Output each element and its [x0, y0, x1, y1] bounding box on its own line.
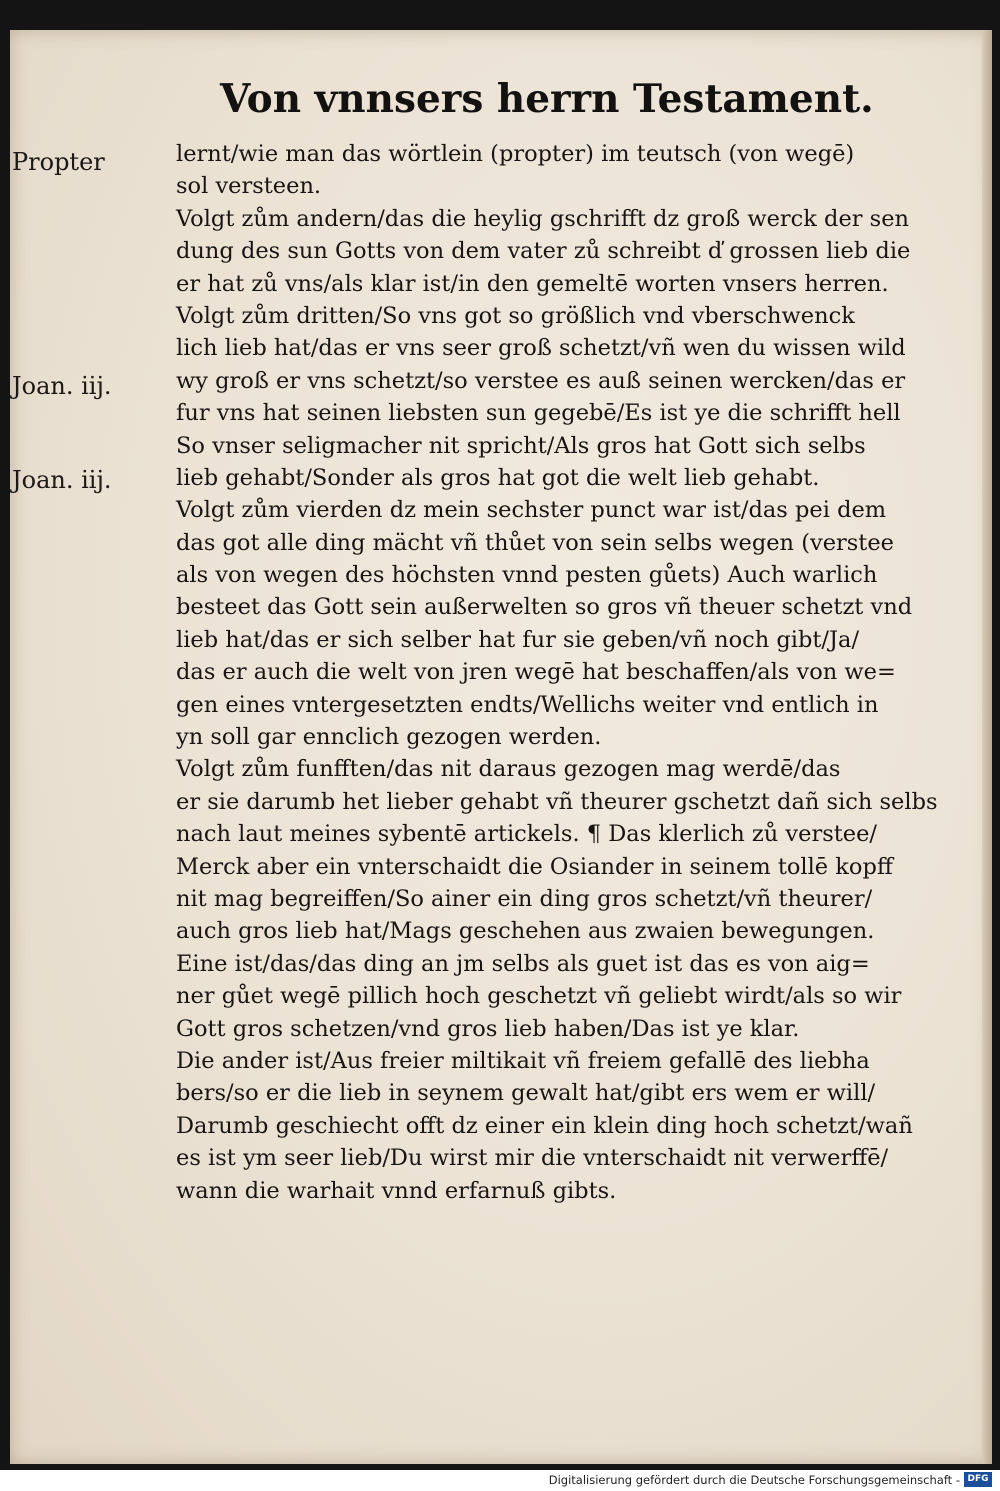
body-text [176, 138, 976, 1207]
page-edge [982, 30, 992, 1464]
text-line: fur vns hat seinen liebsten sun gegebē/Es ist ye die schrifft hell [176, 400, 901, 427]
text-line: dung des sun Gotts von dem vater zů schreibt ď grossen lieb die [176, 238, 911, 265]
text-line: er sie darumb het lieber gehabt vñ theurer gschetzt dañ sich selbs [176, 788, 938, 815]
text-line: lieb hat/das er sich selber hat fur sie geben/vñ noch gibt/Ja/ [176, 626, 860, 653]
text-line: wann die warhait vnnd erfarnuß gibts. [176, 1177, 617, 1204]
text-line: Volgt zům andern/das die heylig gschrifft dz groß werck der sen [176, 205, 910, 232]
margin-note-propter: Propter [12, 148, 105, 176]
text-line: als von wegen des höchsten vnnd pesten gůets) Auch warlich [176, 562, 878, 589]
running-head: Von vnnsers herrn Testament. [220, 76, 874, 122]
text-line: er hat zů vns/als klar ist/in den gemeltē worten vnsers herren. [176, 270, 889, 297]
text-line: lernt/wie man das wörtlein (propter) im teutsch (von wegē) [176, 141, 855, 167]
text-line: Volgt zům dritten/So vns got so größlich vnd vberschwenck [176, 302, 855, 329]
dfg-logo: DFG [964, 1472, 992, 1487]
text-line: So vnser seligmacher nit spricht/Als gros hat Gott sich selbs [176, 432, 866, 459]
text-line: Eine ist/das/das ding an jm selbs als guet ist das es von aig= [176, 950, 870, 977]
text-line: lieb gehabt/Sonder als gros hat got die welt lieb gehabt. [176, 464, 820, 491]
margin-note-joan-1: Joan. iij. [12, 372, 112, 400]
text-line: Die ander ist/Aus freier miltikait vñ freiem gefallē des liebha [176, 1047, 870, 1074]
text-line: bers/so er die lieb in seynem gewalt hat/gibt ers wem er will/ [176, 1080, 876, 1107]
text-line: Darumb geschiecht offt dz einer ein klein ding hoch schetzt/wañ [176, 1112, 913, 1139]
text-line: es ist ym seer lieb/Du wirst mir die vnterschaidt nit verwerffē/ [176, 1145, 889, 1172]
text-line: besteet das Gott sein außerwelten so gros vñ theuer schetzt vnd [176, 594, 913, 621]
margin-note-joan-2: Joan. iij. [12, 466, 112, 494]
text-line: Volgt zům funfften/das nit daraus gezogen mag werdē/das [176, 756, 841, 783]
text-line: nach laut meines sybentē artickels. ¶ Das klerlich zů verstee/ [176, 821, 878, 848]
text-line: Merck aber ein vnterschaidt die Osiander in seinem tollē kopff [176, 853, 893, 880]
text-line: Gott gros schetzen/vnd gros lieb haben/Das ist ye klar. [176, 1015, 800, 1042]
text-line: gen eines vntergesetzten endts/Wellichs weiter vnd entlich in [176, 691, 879, 718]
text-line: das got alle ding mächt vñ thůet von sein selbs wegen (verstee [176, 529, 894, 556]
funding-credit: Digitalisierung gefördert durch die Deutsche Forschungsgemeinschaft - [548, 1473, 960, 1487]
text-line: nit mag begreiffen/So ainer ein ding gros schetzt/vñ theurer/ [176, 885, 873, 912]
text-line: wy groß er vns schetzt/so verstee es auß seinen wercken/das er [176, 367, 906, 394]
text-line: sol versteen. [176, 173, 322, 200]
text-line: ner gůet wegē pillich hoch geschetzt vñ geliebt wirdt/als so wir [176, 983, 902, 1010]
text-line: das er auch die welt von jren wegē hat beschaffen/als von we= [176, 659, 896, 686]
footer-bar [0, 1470, 1000, 1491]
text-line: auch gros lieb hat/Mags geschehen aus zwaien bewegungen. [176, 918, 875, 945]
text-line: Volgt zům vierden dz mein sechster punct war ist/das pei dem [176, 497, 887, 524]
text-line: lich lieb hat/das er vns seer groß schetzt/vñ wen du wissen wild [176, 335, 906, 362]
text-line: yn soll gar ennclich gezogen werden. [176, 724, 602, 751]
